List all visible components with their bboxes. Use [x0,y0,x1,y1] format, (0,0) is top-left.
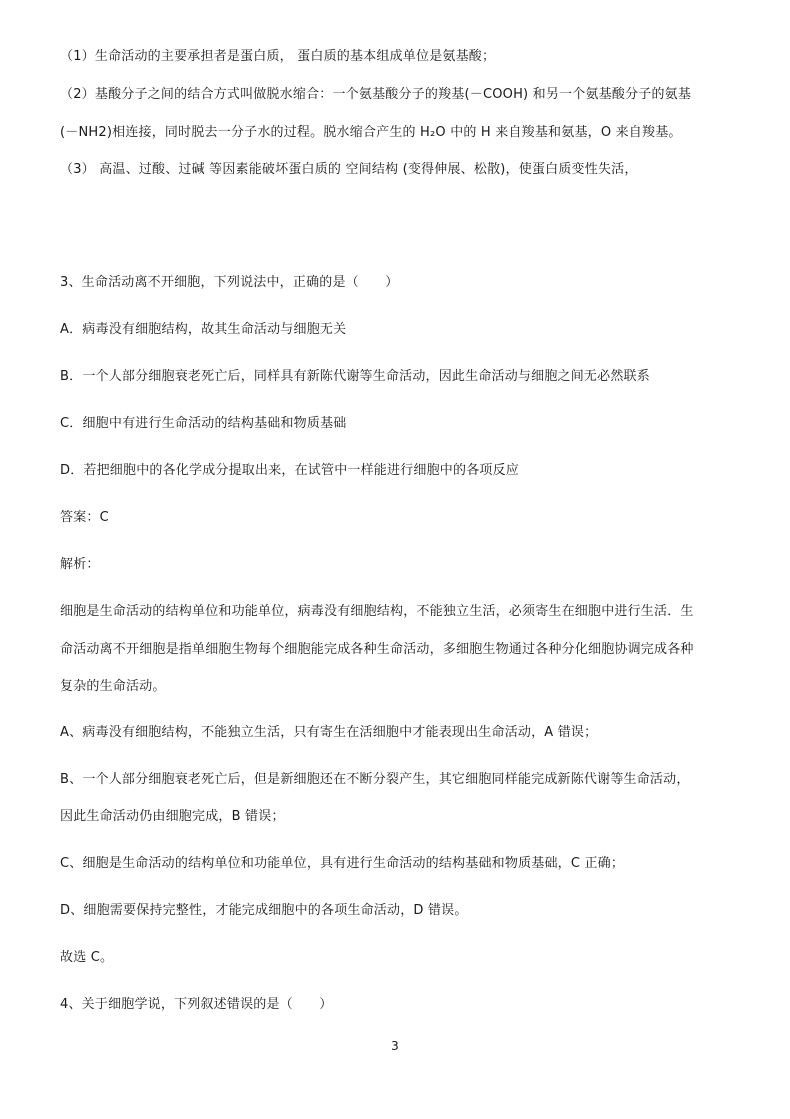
question-3-option-c: C．细胞中有进行生命活动的结构基础和物质基础 [60,416,347,431]
question-3-stem: 3、生命活动离不开细胞，下列说法中，正确的是（ ） [60,275,399,290]
question-3-answer: 答案：C [60,510,109,525]
analysis-b-line-2: 因此生命活动仍由细胞完成，B 错误； [60,809,285,824]
analysis-label: 解析： [60,557,100,572]
question-3-option-b: B．一个人部分细胞衰老死亡后，同样具有新陈代谢等生命活动，因此生命活动与细胞之间无必然联系 [60,369,650,384]
analysis-intro-line-1: 细胞是生命活动的结构单位和功能单位，病毒没有细胞结构，不能独立生活，必须寄生在细胞中进行生活．生 [60,604,694,619]
analysis-b-line-1: B、一个人部分细胞衰老死亡后，但是新细胞还在不断分裂产生，其它细胞同样能完成新陈代谢等生命活动， [60,772,690,787]
analysis-a: A、病毒没有细胞结构，不能独立生活，只有寄生在活细胞中才能表现出生命活动，A 错误； [60,725,598,740]
analysis-d: D、细胞需要保持完整性，才能完成细胞中的各项生命活动，D 错误。 [60,903,468,918]
knowledge-point-3: （3） 高温、过酸、过碱 等因素能破坏蛋白质的 空间结构 (变得伸展、松散)，使蛋白质变性失活， [60,162,638,177]
analysis-intro-line-3: 复杂的生命活动。 [60,679,166,694]
knowledge-point-2: （2）基酸分子之间的结合方式叫做脱水缩合：一个氨基酸分子的羧基(－COOH) 和另一个氨基酸分子的氨基 [60,87,692,102]
question-3-option-d: D．若把细胞中的各化学成分提取出来，在试管中一样能进行细胞中的各项反应 [60,463,520,478]
knowledge-point-2-continued: (－NH2)相连接，同时脱去一分子水的过程。脱水缩合产生的 H₂O 中的 H 来自羧基和氨基，O 来自羧基。 [60,125,682,140]
knowledge-point-1: （1）生命活动的主要承担者是蛋白质， 蛋白质的基本组成单位是氨基酸； [60,49,496,64]
question-4-stem: 4、关于细胞学说，下列叙述错误的是（ ） [60,997,333,1012]
analysis-intro-line-2: 命活动离不开细胞是指单细胞生物每个细胞能完成各种生命活动，多细胞生物通过各种分化细胞协调完成各种 [60,642,694,657]
page-number: 3 [391,1039,399,1053]
analysis-c: C、细胞是生命活动的结构单位和功能单位，具有进行生命活动的结构基础和物质基础，C 正确； [60,856,625,871]
question-3-option-a: A．病毒没有细胞结构，故其生命活动与细胞无关 [60,322,347,337]
conclusion: 故选 C。 [60,950,114,965]
